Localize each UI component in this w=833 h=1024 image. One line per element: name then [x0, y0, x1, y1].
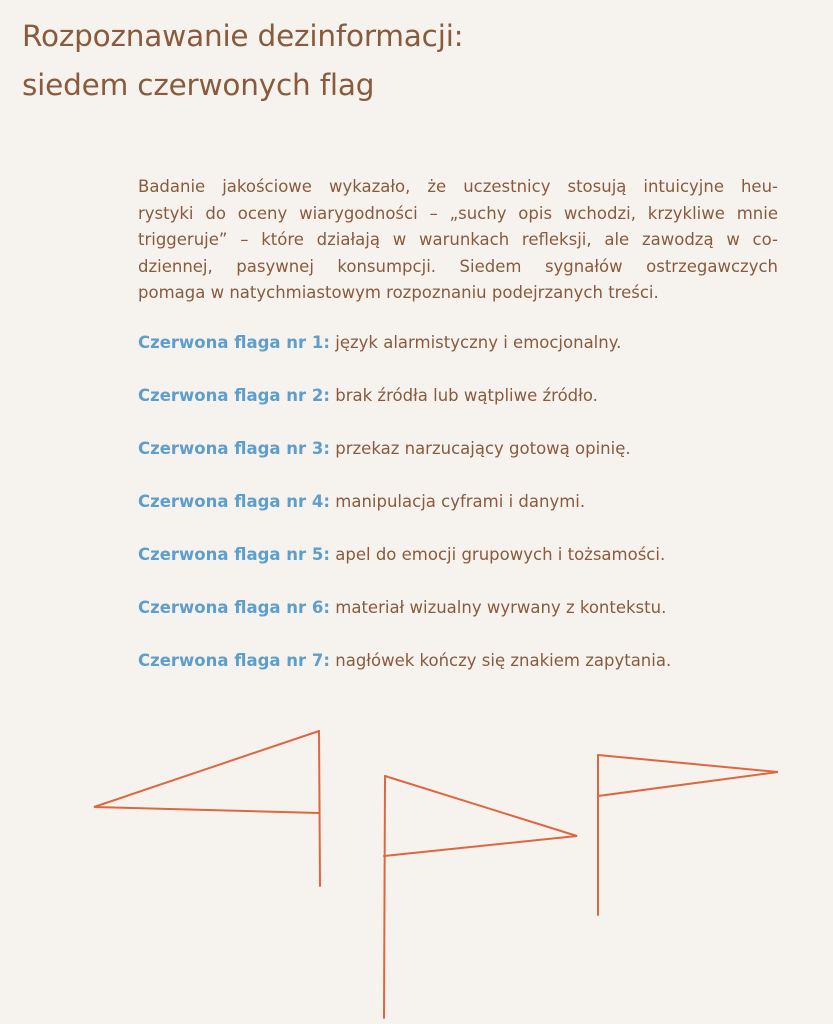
page-title-line-1: Rozpoznawanie dezinformacji:: [22, 19, 464, 53]
red-flag-item-3: [138, 437, 818, 490]
page-title-line-2: siedem czerwonych flag: [22, 68, 375, 102]
red-flag-text: materiał wizualny wyrwany z kontekstu.: [335, 598, 667, 617]
red-flag-text: apel do emocji grupowych i tożsamości.: [335, 545, 666, 564]
red-flag-label: Czerwona flaga nr 2:: [138, 386, 331, 405]
page-title: [22, 12, 463, 110]
red-flag-item-4: [138, 490, 818, 543]
red-flag-icon: [598, 755, 778, 915]
red-flag-label: Czerwona flaga nr 6:: [138, 598, 331, 617]
intro-line: dziennej, pasywnej konsumpcji. Siedem sygnałów ostrzegawczych: [138, 256, 778, 276]
red-flags-list: [138, 331, 818, 702]
red-flag-text: brak źródła lub wątpliwe źródło.: [335, 386, 598, 405]
red-flag-text: przekaz narzucający gotową opinię.: [335, 439, 631, 458]
red-flag-item-6: [138, 596, 818, 649]
intro-paragraph: [138, 174, 778, 307]
red-flag-item-1: [138, 331, 818, 384]
red-flag-text: język alarmistyczny i emocjonalny.: [335, 333, 622, 352]
red-flag-item-2: [138, 384, 818, 437]
red-flag-item-5: [138, 543, 818, 596]
red-flag-text: nagłówek kończy się znakiem zapytania.: [335, 651, 672, 670]
red-flag-icon: [384, 776, 577, 1018]
intro-line: Badanie jakościowe wykazało, że uczestnicy stosują intuicyjne heu-: [138, 177, 778, 196]
red-flag-label: Czerwona flaga nr 5:: [138, 545, 331, 564]
red-flag-label: Czerwona flaga nr 4:: [138, 492, 331, 511]
red-flag-item-7: [138, 649, 818, 702]
intro-line: pomaga w natychmiastowym rozpoznaniu podejrzanych treści.: [138, 283, 659, 302]
red-flags-illustration: [0, 700, 833, 1024]
intro-line: rystyki do oceny wiarygodności – „suchy opis wchodzi, krzykliwe mnie: [138, 203, 778, 223]
red-flag-label: Czerwona flaga nr 3:: [138, 439, 331, 458]
red-flag-label: Czerwona flaga nr 7:: [138, 651, 331, 670]
red-flag-icon: [94, 731, 320, 886]
intro-line: triggeruje” – które działają w warunkach refleksji, ale zawodzą w co-: [138, 230, 778, 249]
red-flag-label: Czerwona flaga nr 1:: [138, 333, 331, 352]
red-flag-text: manipulacja cyframi i danymi.: [335, 492, 586, 511]
